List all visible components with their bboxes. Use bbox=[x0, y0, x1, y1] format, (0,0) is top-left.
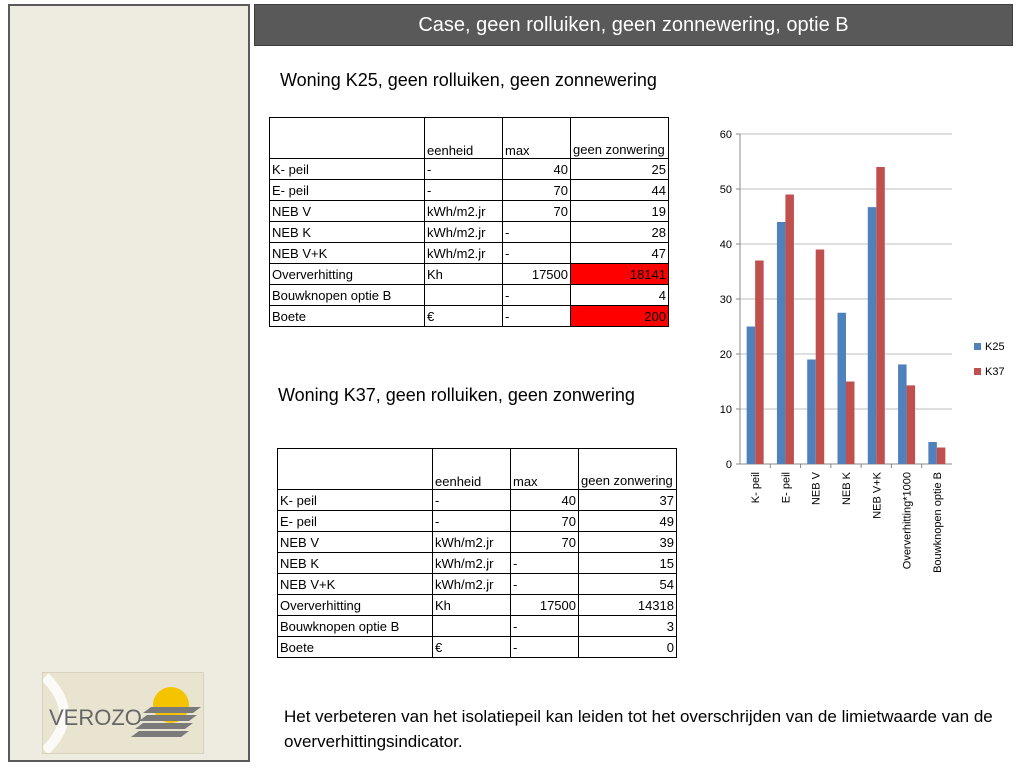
y-tick-label: 30 bbox=[719, 294, 732, 306]
bar-k37 bbox=[876, 167, 885, 464]
section2-heading: Woning K37, geen rolluiken, geen zonwering bbox=[278, 385, 635, 405]
bar-k25 bbox=[868, 207, 877, 464]
bar-k25 bbox=[807, 360, 816, 465]
bar-k37 bbox=[785, 195, 794, 465]
table-header-row bbox=[270, 118, 669, 159]
value-cell: 37 bbox=[579, 490, 677, 511]
row-label: Oververhitting bbox=[278, 595, 433, 616]
k25-table bbox=[269, 117, 669, 327]
row-label: NEB V bbox=[278, 532, 433, 553]
comparison-bar-chart bbox=[700, 118, 1020, 598]
max-cell: - bbox=[503, 306, 571, 327]
row-label: Boete bbox=[278, 637, 433, 658]
conclusion-note: Het verbeteren van het isolatiepeil kan leiden tot het overschrijden van de limietwaarde van de oververhittingsindicator. bbox=[284, 707, 993, 751]
unit-cell: Kh bbox=[425, 264, 503, 285]
bar-k37 bbox=[907, 385, 916, 464]
unit-cell: - bbox=[433, 511, 511, 532]
verozo-logo bbox=[42, 672, 204, 754]
bar-k37 bbox=[937, 448, 946, 465]
table-row bbox=[278, 532, 677, 553]
table-header-cell bbox=[270, 118, 425, 159]
left-sidebar-panel bbox=[8, 4, 250, 762]
bar-k37 bbox=[846, 382, 855, 465]
value-cell: 19 bbox=[571, 201, 669, 222]
table-row bbox=[278, 595, 677, 616]
table-row bbox=[278, 490, 677, 511]
table-header-cell: geen zonwering bbox=[571, 118, 669, 159]
table-row bbox=[270, 180, 669, 201]
max-cell: 40 bbox=[503, 159, 571, 180]
max-cell: 17500 bbox=[511, 595, 579, 616]
row-label: Bouwknopen optie B bbox=[270, 285, 425, 306]
y-tick-label: 20 bbox=[719, 349, 732, 361]
unit-cell: kWh/m2.jr bbox=[425, 201, 503, 222]
x-category-label: NEB V bbox=[810, 472, 823, 506]
max-cell: - bbox=[511, 616, 579, 637]
row-label: Oververhitting bbox=[270, 264, 425, 285]
x-category-label: Bouwknopen optie B bbox=[931, 472, 944, 573]
legend-swatch bbox=[974, 368, 981, 375]
table-row bbox=[270, 306, 669, 327]
table-row bbox=[270, 243, 669, 264]
table-row bbox=[270, 222, 669, 243]
legend-label: K37 bbox=[985, 366, 1005, 378]
row-label: E- peil bbox=[278, 511, 433, 532]
unit-cell bbox=[433, 616, 511, 637]
x-category-label: E- peil bbox=[780, 472, 793, 504]
value-cell: 18141 bbox=[571, 264, 669, 285]
row-label: Boete bbox=[270, 306, 425, 327]
bar-k37 bbox=[816, 250, 825, 465]
legend-label: K25 bbox=[985, 341, 1005, 353]
max-cell: - bbox=[511, 574, 579, 595]
value-cell: 47 bbox=[571, 243, 669, 264]
table-header-cell bbox=[278, 449, 433, 490]
slide-title-bar bbox=[254, 4, 1013, 46]
section1-heading: Woning K25, geen rolluiken, geen zonnewering bbox=[280, 70, 657, 90]
unit-cell: - bbox=[425, 159, 503, 180]
row-label: NEB K bbox=[270, 222, 425, 243]
max-cell: 40 bbox=[511, 490, 579, 511]
value-cell: 0 bbox=[579, 637, 677, 658]
table-row bbox=[278, 637, 677, 658]
value-cell: 15 bbox=[579, 553, 677, 574]
row-label: NEB K bbox=[278, 553, 433, 574]
unit-cell: - bbox=[433, 490, 511, 511]
unit-cell bbox=[425, 285, 503, 306]
value-cell: 49 bbox=[579, 511, 677, 532]
table-row bbox=[270, 159, 669, 180]
unit-cell: € bbox=[425, 306, 503, 327]
value-cell: 200 bbox=[571, 306, 669, 327]
y-tick-label: 50 bbox=[719, 184, 732, 196]
value-cell: 3 bbox=[579, 616, 677, 637]
value-cell: 44 bbox=[571, 180, 669, 201]
value-cell: 4 bbox=[571, 285, 669, 306]
max-cell: - bbox=[511, 637, 579, 658]
max-cell: - bbox=[511, 553, 579, 574]
unit-cell: kWh/m2.jr bbox=[433, 553, 511, 574]
bar-k25 bbox=[928, 442, 937, 464]
table-header-cell: eenheid bbox=[425, 118, 503, 159]
bar-k25 bbox=[777, 222, 786, 464]
bar-k37 bbox=[755, 261, 764, 465]
unit-cell: kWh/m2.jr bbox=[425, 222, 503, 243]
unit-cell: kWh/m2.jr bbox=[425, 243, 503, 264]
verozo-logo-graphic bbox=[43, 673, 204, 754]
max-cell: 70 bbox=[511, 532, 579, 553]
table-header-cell: eenheid bbox=[433, 449, 511, 490]
max-cell: 70 bbox=[511, 511, 579, 532]
x-category-label: NEB K bbox=[841, 472, 853, 506]
row-label: NEB V+K bbox=[270, 243, 425, 264]
k37-table bbox=[277, 448, 677, 658]
table-row bbox=[278, 616, 677, 637]
y-tick-label: 10 bbox=[719, 404, 732, 416]
y-tick-label: 40 bbox=[719, 239, 732, 251]
legend-swatch bbox=[974, 343, 981, 350]
value-cell: 39 bbox=[579, 532, 677, 553]
table-row bbox=[270, 201, 669, 222]
table-row bbox=[270, 285, 669, 306]
max-cell: - bbox=[503, 285, 571, 306]
value-cell: 14318 bbox=[579, 595, 677, 616]
bar-k25 bbox=[898, 364, 907, 464]
table-header-cell: max bbox=[503, 118, 571, 159]
max-cell: - bbox=[503, 243, 571, 264]
table-header-cell: max bbox=[511, 449, 579, 490]
row-label: K- peil bbox=[278, 490, 433, 511]
value-cell: 28 bbox=[571, 222, 669, 243]
max-cell: - bbox=[503, 222, 571, 243]
bar-k25 bbox=[838, 313, 847, 464]
unit-cell: Kh bbox=[433, 595, 511, 616]
unit-cell: kWh/m2.jr bbox=[433, 532, 511, 553]
x-category-label: NEB V+K bbox=[871, 472, 884, 519]
x-category-label: K- peil bbox=[750, 472, 763, 504]
value-cell: 54 bbox=[579, 574, 677, 595]
unit-cell: € bbox=[433, 637, 511, 658]
table-row bbox=[278, 553, 677, 574]
y-tick-label: 0 bbox=[725, 459, 732, 471]
unit-cell: kWh/m2.jr bbox=[433, 574, 511, 595]
y-tick-label: 60 bbox=[719, 129, 732, 141]
table-header-row bbox=[278, 449, 677, 490]
x-category-label: Oververhitting*1000 bbox=[901, 472, 914, 570]
value-cell: 25 bbox=[571, 159, 669, 180]
table-header-cell: geen zonwering bbox=[579, 449, 677, 490]
bar-k25 bbox=[747, 327, 756, 465]
slide-title: Case, geen rolluiken, geen zonnewering, optie B bbox=[418, 13, 849, 36]
row-label: Bouwknopen optie B bbox=[278, 616, 433, 637]
row-label: K- peil bbox=[270, 159, 425, 180]
logo-text: VEROZO bbox=[49, 705, 142, 730]
max-cell: 70 bbox=[503, 180, 571, 201]
max-cell: 70 bbox=[503, 201, 571, 222]
table-row bbox=[278, 511, 677, 532]
unit-cell: - bbox=[425, 180, 503, 201]
table-row bbox=[270, 264, 669, 285]
row-label: E- peil bbox=[270, 180, 425, 201]
max-cell: 17500 bbox=[503, 264, 571, 285]
table-row bbox=[278, 574, 677, 595]
row-label: NEB V+K bbox=[278, 574, 433, 595]
row-label: NEB V bbox=[270, 201, 425, 222]
